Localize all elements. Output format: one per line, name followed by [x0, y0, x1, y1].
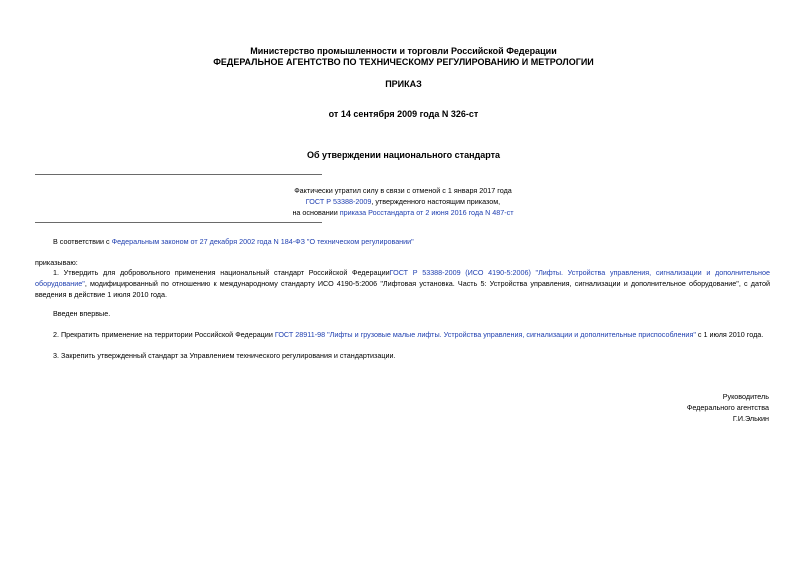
federal-law-link[interactable]: Федеральным законом от 27 декабря 2002 года N 184-ФЗ "О техническом регулировании": [111, 237, 414, 246]
repeal-notice-line1: Фактически утратил силу в связи с отменой с 1 января 2017 года: [294, 186, 512, 195]
top-divider: [35, 174, 322, 175]
item-1-rest-text: , модифицированный по отношению к международному стандарту ИСО 4190-5:2006 "Лифтовая установка. Часть 5: Устройства управления, сигнализации и дополнительное оборудование", с датой введения в действие 1 июля 2010 года.: [35, 279, 770, 299]
item-2-paragraph: [35, 329, 770, 340]
signature-role-2: Федерального агентства: [686, 403, 769, 412]
gost-28911-link[interactable]: ГОСТ 28911-98 "Лифты и грузовые малые лифты. Устройства управления, сигнализации и дополнительные приспособления": [274, 330, 696, 339]
signature-block: [687, 391, 769, 424]
document-date-number: от 14 сентября 2009 года N 326-ст: [328, 109, 479, 119]
repeal-notice-line3-text: на основании: [292, 208, 340, 217]
repeal-notice-line2: [178, 196, 628, 207]
introduced-first-note: Введен впервые.: [53, 309, 111, 318]
document-type: ПРИКАЗ: [385, 79, 422, 89]
repeal-notice-line3: [178, 207, 628, 218]
item-3-paragraph: 3. Закрепить утвержденный стандарт за Управлением технического регулирования и стандартизации.: [53, 351, 396, 360]
repeal-notice: [178, 185, 628, 218]
intro-text: В соответствии с: [53, 237, 112, 246]
rosstandart-order-link[interactable]: приказа Росстандарта от 2 июня 2016 года N 487-ст: [339, 208, 514, 217]
gost-53388-standard-link[interactable]: ГОСТ Р 53388-2009 (ИСО 4190-5:2006) "Лифты. Устройства управления, сигнализации и дополнительное оборудование": [35, 268, 770, 288]
gost-53388-link[interactable]: ГОСТ Р 53388-2009: [305, 197, 372, 206]
bottom-divider: [35, 222, 322, 223]
signature-name: Г.И.Элькин: [732, 414, 769, 423]
agency-name: ФЕДЕРАЛЬНОЕ АГЕНТСТВО ПО ТЕХНИЧЕСКОМУ РЕГУЛИРОВАНИЮ И МЕТРОЛОГИИ: [213, 57, 594, 67]
ministry-name: Министерство промышленности и торговли Российской Федерации: [250, 46, 557, 56]
item-2-text: 2. Прекратить применение на территории Российской Федерации: [53, 330, 275, 339]
repeal-notice-line2-text: , утвержденного настоящим приказом,: [371, 197, 501, 206]
item-1-text: 1. Утвердить для добровольного применения национальный стандарт Российской Федерации: [53, 268, 390, 277]
orders-word: приказываю:: [35, 258, 78, 267]
signature-role-1: Руководитель: [722, 392, 769, 401]
intro-paragraph: [35, 236, 770, 247]
document-title: Об утверждении национального стандарта: [306, 150, 501, 160]
item-2-rest-text: с 1 июля 2010 года.: [695, 330, 764, 339]
item-1-paragraph: [35, 267, 770, 300]
